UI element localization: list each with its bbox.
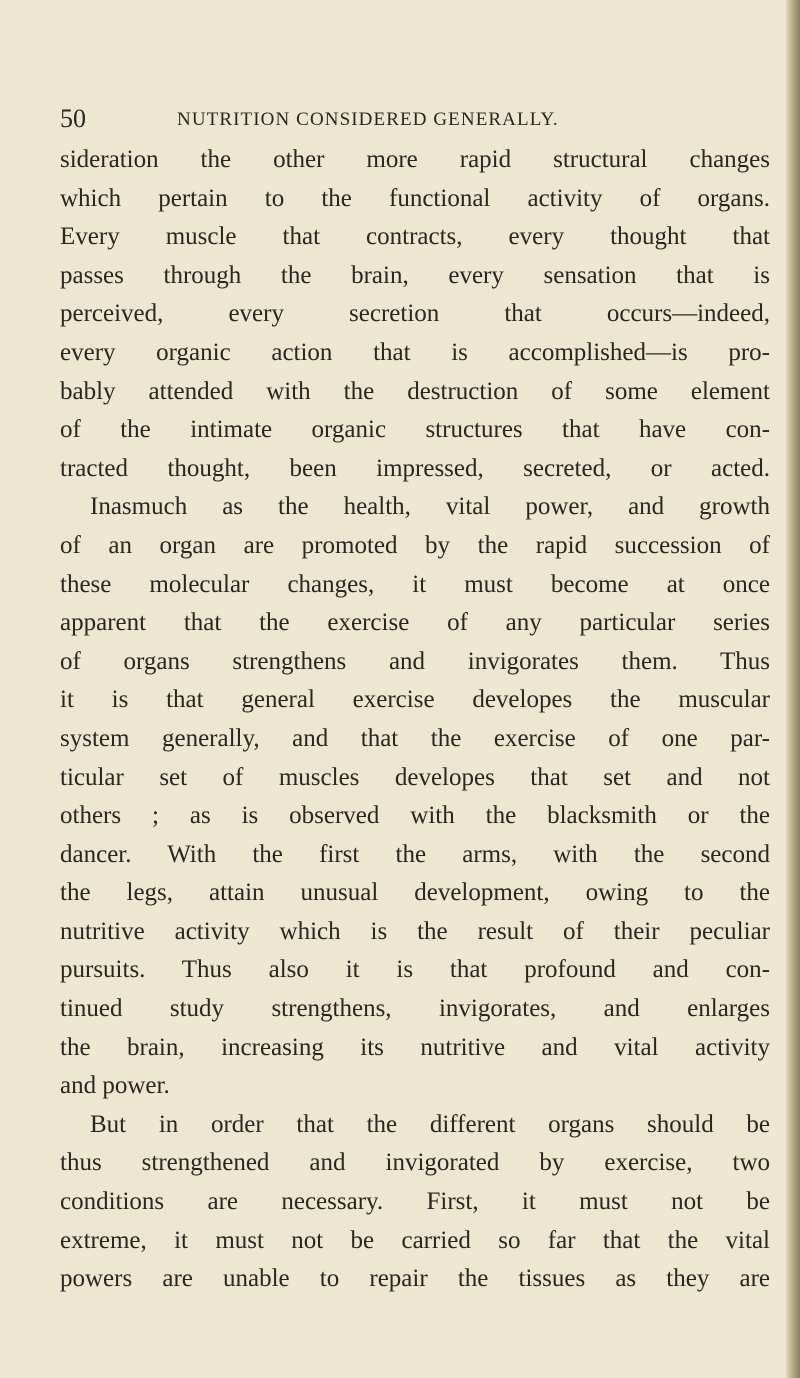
text-line: perceived, every secretion that occurs—indeed, [60, 300, 770, 328]
text-line: the brain, increasing its nutritive and vital activity [60, 1033, 770, 1061]
text-line: tracted thought, been impressed, secreted, or acted. [60, 454, 770, 482]
text-line: thus strengthened and invigorated by exercise, two [60, 1149, 770, 1177]
page-number: 50 [60, 104, 86, 133]
text-line: which pertain to the functional activity of organs. [60, 184, 770, 212]
text-line: nutritive activity which is the result of their peculiar [60, 917, 770, 945]
running-title: NUTRITION CONSIDERED GENERALLY. [177, 109, 559, 130]
text-line: the legs, attain unusual development, owing to the [60, 879, 770, 907]
text-line: apparent that the exercise of any particular series [60, 609, 770, 637]
text-line: Every muscle that contracts, every thought that [60, 223, 770, 251]
text-line: bably attended with the destruction of some element [60, 377, 770, 405]
text-line: But in order that the different organs should be [90, 1110, 770, 1138]
text-line: of an organ are promoted by the rapid succession of [60, 531, 770, 559]
text-line: others ; as is observed with the blacksmith or the [60, 802, 770, 830]
page-header [60, 104, 780, 134]
text-line: dancer. With the first the arms, with the second [60, 840, 770, 868]
body-text [60, 141, 770, 1299]
text-line: extreme, it must not be carried so far that the vital [60, 1226, 770, 1254]
text-line: Inasmuch as the health, vital power, and growth [90, 493, 770, 521]
text-line: it is that general exercise developes the muscular [60, 686, 770, 714]
text-line: every organic action that is accomplished—is pro- [60, 338, 770, 366]
text-line: conditions are necessary. First, it must not be [60, 1188, 770, 1216]
text-line: sideration the other more rapid structural changes [60, 146, 770, 173]
text-line: ticular set of muscles developes that set and not [60, 763, 770, 791]
text-line: powers are unable to repair the tissues as they are [60, 1265, 770, 1293]
text-line: tinued study strengthens, invigorates, and enlarges [60, 995, 770, 1023]
text-line: of organs strengthens and invigorates them. Thus [60, 647, 770, 675]
text-line: these molecular changes, it must become at once [60, 570, 770, 598]
text-line: and power. [60, 1072, 170, 1100]
text-line: passes through the brain, every sensation that is [60, 261, 770, 289]
text-line: system generally, and that the exercise of one par- [60, 724, 770, 752]
text-line: of the intimate organic structures that have con- [60, 416, 770, 444]
page-edge-shadow [786, 0, 800, 1378]
text-line: pursuits. Thus also it is that profound and con- [60, 956, 770, 984]
